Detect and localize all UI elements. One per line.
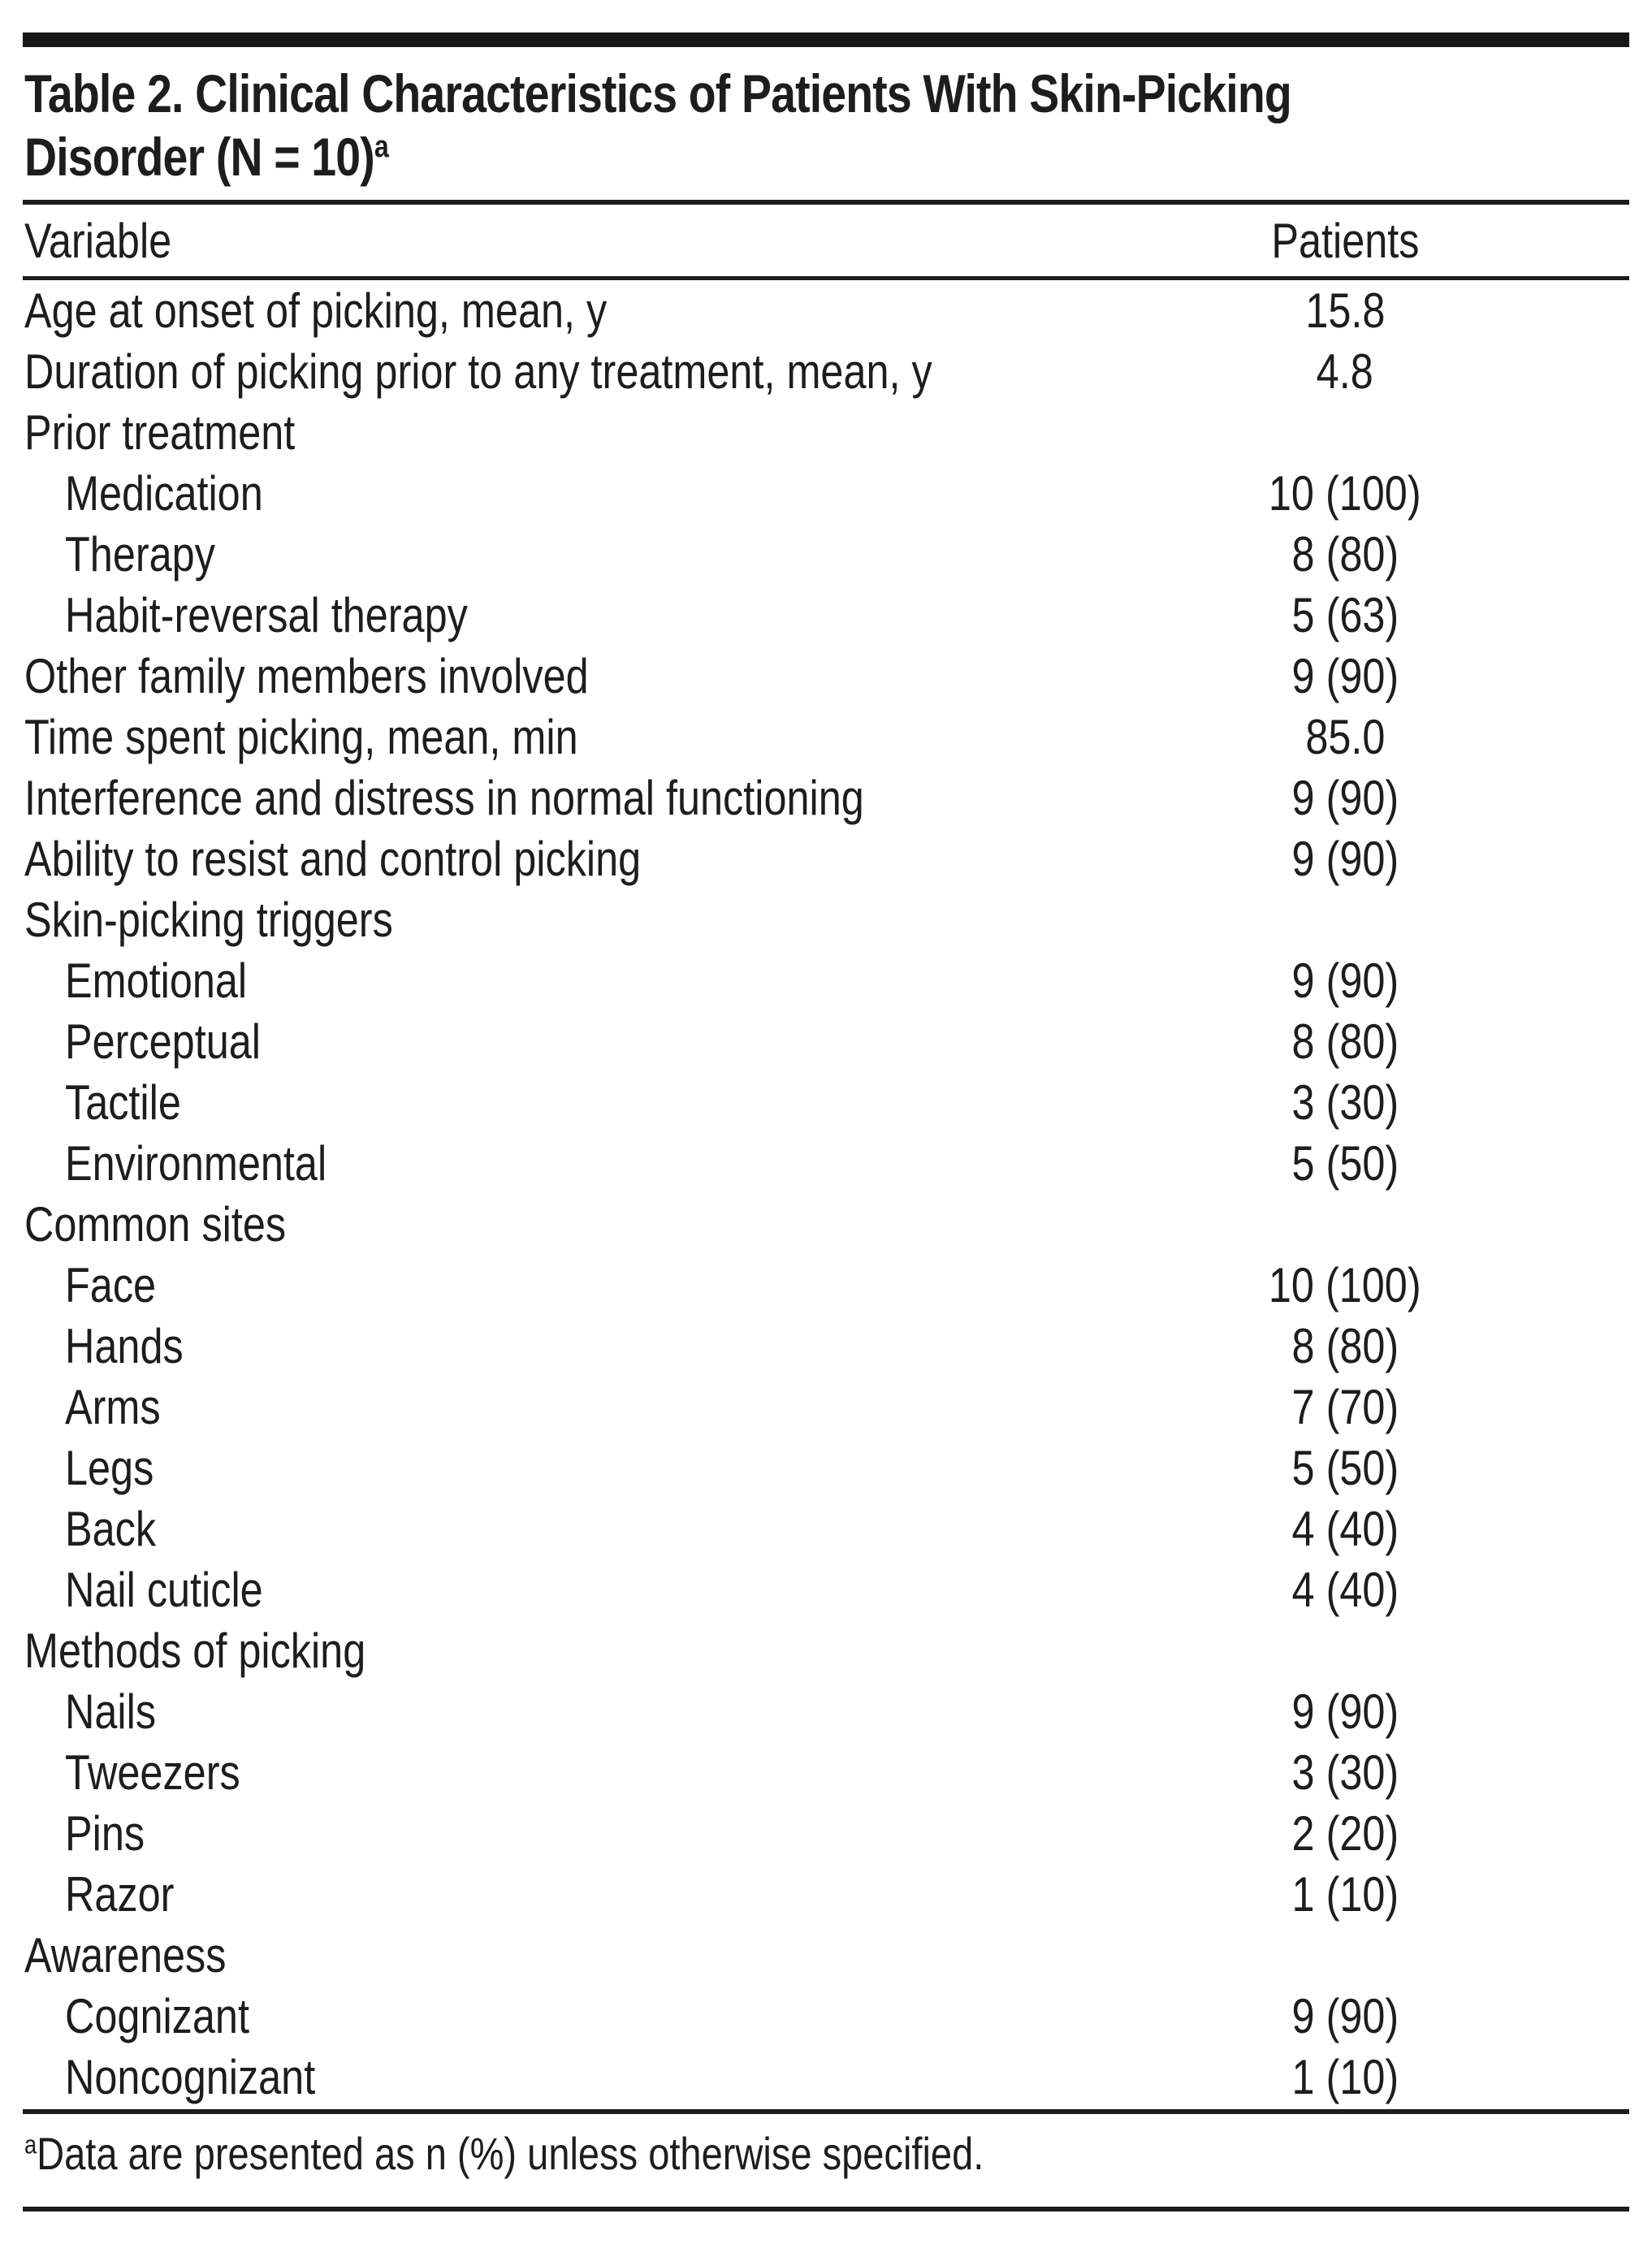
row-value — [1183, 1805, 1507, 1861]
row-label — [23, 1196, 1183, 1252]
row-value-text: 7 (70) — [1291, 1380, 1399, 1434]
row-label-text: Back — [65, 1502, 157, 1556]
table-row — [23, 1011, 1629, 1072]
row-value-text: 9 (90) — [1291, 1684, 1399, 1739]
table-row — [23, 646, 1629, 707]
column-header-variable-text: Variable — [24, 213, 172, 268]
row-label — [23, 1684, 1183, 1740]
table-row — [23, 1803, 1629, 1864]
row-label-text: Prior treatment — [24, 405, 296, 460]
row-label-text: Environmental — [65, 1136, 327, 1191]
title-footnote-marker: a — [374, 129, 388, 164]
row-label — [23, 1257, 1183, 1313]
column-header-variable — [23, 213, 1183, 269]
row-value-text: 3 (30) — [1291, 1745, 1399, 1800]
row-value-text: 15.8 — [1304, 283, 1386, 338]
table-row — [23, 524, 1629, 585]
row-value-text: 4.8 — [1316, 344, 1374, 399]
row-value-text: 1 (10) — [1291, 1867, 1399, 1922]
row-label-text: Duration of picking prior to any treatment, mean, y — [24, 344, 932, 399]
row-label — [23, 1805, 1183, 1861]
row-value — [1183, 526, 1507, 582]
row-label — [23, 1927, 1183, 1983]
table-row — [23, 1620, 1629, 1681]
row-value-text: 4 (40) — [1291, 1502, 1399, 1556]
table-row — [23, 402, 1629, 463]
row-label-text: Time spent picking, mean, min — [24, 710, 578, 764]
table-rows — [23, 280, 1629, 2108]
table-footnote — [23, 2114, 1629, 2195]
row-label-text: Nail cuticle — [65, 1563, 263, 1617]
table-row — [23, 463, 1629, 524]
row-value-text: 4 (40) — [1291, 1563, 1399, 1617]
row-label — [23, 892, 1183, 948]
row-label — [23, 2049, 1183, 2105]
row-value — [1183, 709, 1507, 765]
row-label-text: Hands — [65, 1319, 184, 1373]
row-label — [23, 465, 1183, 521]
row-value — [1183, 648, 1507, 704]
table-row — [23, 1255, 1629, 1316]
rule-bottom — [23, 2207, 1629, 2212]
row-label-text: Arms — [65, 1380, 161, 1434]
row-value — [1183, 1257, 1507, 1313]
row-value — [1183, 1684, 1507, 1740]
row-label-text: Skin-picking triggers — [24, 893, 393, 947]
row-label — [23, 283, 1183, 339]
row-label-text: Tactile — [65, 1075, 181, 1130]
table-row — [23, 1986, 1629, 2047]
row-label-text: Other family members involved — [24, 649, 589, 703]
row-value-text: 5 (63) — [1291, 588, 1399, 642]
table-row — [23, 1194, 1629, 1255]
row-label — [23, 1074, 1183, 1131]
table-row — [23, 1925, 1629, 1986]
row-value — [1183, 1074, 1507, 1131]
row-value-text: 10 (100) — [1269, 466, 1421, 521]
table-row — [23, 828, 1629, 889]
table-header-row — [23, 205, 1629, 276]
table-row — [23, 707, 1629, 767]
row-label-text: Awareness — [24, 1928, 227, 1982]
row-label-text: Nails — [65, 1684, 157, 1739]
row-label — [23, 1866, 1183, 1922]
row-value-text: 3 (30) — [1291, 1075, 1399, 1130]
table-row — [23, 1742, 1629, 1803]
row-label-text: Emotional — [65, 953, 248, 1008]
row-label-text: Methods of picking — [24, 1624, 366, 1678]
row-value — [1183, 831, 1507, 887]
table-title-line2 — [24, 125, 388, 188]
row-value — [1183, 283, 1507, 339]
row-value-text: 9 (90) — [1291, 1989, 1399, 2043]
row-label-text: Tweezers — [65, 1745, 240, 1800]
row-value-text: 8 (80) — [1291, 1014, 1399, 1069]
row-value — [1183, 1135, 1507, 1191]
row-value-text: 5 (50) — [1291, 1136, 1399, 1191]
row-value — [1183, 1014, 1507, 1070]
table-row — [23, 1559, 1629, 1620]
row-label-text: Perceptual — [65, 1014, 261, 1069]
row-value — [1183, 1988, 1507, 2044]
row-value — [1183, 1501, 1507, 1557]
row-label-text: Ability to resist and control picking — [24, 832, 642, 886]
table-row — [23, 889, 1629, 950]
footnote-text: Data are presented as n (%) unless otherwise specified. — [37, 2128, 984, 2179]
table-row — [23, 1072, 1629, 1133]
row-label — [23, 526, 1183, 582]
row-label — [23, 587, 1183, 643]
row-value-text: 9 (90) — [1291, 832, 1399, 886]
table-row — [23, 1377, 1629, 1438]
table-row — [23, 1498, 1629, 1559]
row-value — [1183, 1866, 1507, 1922]
top-black-bar — [23, 32, 1629, 47]
row-label-text: Pins — [65, 1806, 145, 1861]
row-label-text: Habit-reversal therapy — [65, 588, 468, 642]
row-label — [23, 831, 1183, 887]
row-value — [1183, 465, 1507, 521]
table-row — [23, 585, 1629, 646]
table-title-line1: Table 2. Clinical Characteristics of Patients With Skin-Picking — [24, 63, 1291, 123]
row-label — [23, 1562, 1183, 1618]
row-value-text: 85.0 — [1304, 710, 1386, 764]
row-label — [23, 1623, 1183, 1679]
row-value — [1183, 1440, 1507, 1496]
row-value — [1183, 344, 1507, 400]
table-row — [23, 1438, 1629, 1498]
table-row — [23, 1681, 1629, 1742]
row-value — [1183, 953, 1507, 1009]
row-value-text: 10 (100) — [1269, 1258, 1421, 1312]
row-value — [1183, 1379, 1507, 1435]
column-header-patients — [1183, 213, 1507, 269]
row-value — [1183, 1562, 1507, 1618]
row-value-text: 2 (20) — [1291, 1806, 1399, 1861]
row-label — [23, 404, 1183, 460]
table-title — [24, 62, 1629, 188]
table-title-line2-text: Disorder (N = 10) — [24, 127, 374, 187]
row-value-text: 9 (90) — [1291, 771, 1399, 825]
row-label-text: Medication — [65, 466, 263, 521]
row-value-text: 8 (80) — [1291, 527, 1399, 582]
row-value — [1183, 770, 1507, 826]
column-header-patients-text: Patients — [1270, 213, 1420, 268]
table-row — [23, 2047, 1629, 2108]
row-value-text: 8 (80) — [1291, 1319, 1399, 1373]
row-value-text: 9 (90) — [1291, 953, 1399, 1008]
row-value — [1183, 2049, 1507, 2105]
row-label — [23, 1379, 1183, 1435]
table-row — [23, 950, 1629, 1011]
row-label — [23, 770, 1183, 826]
row-label — [23, 1988, 1183, 2044]
row-label-text: Legs — [65, 1441, 154, 1495]
row-label-text: Common sites — [24, 1197, 287, 1252]
row-label — [23, 1014, 1183, 1070]
row-label-text: Noncognizant — [65, 2050, 316, 2104]
row-label — [23, 1440, 1183, 1496]
row-value — [1183, 1745, 1507, 1801]
table-footnote-inner — [24, 2127, 984, 2181]
row-label-text: Face — [65, 1258, 157, 1312]
table-row — [23, 767, 1629, 828]
row-label-text: Therapy — [65, 527, 215, 582]
row-label — [23, 1318, 1183, 1374]
row-value-text: 1 (10) — [1291, 2050, 1399, 2104]
row-label-text: Cognizant — [65, 1989, 249, 2043]
footnote-marker: a — [24, 2129, 37, 2160]
row-label — [23, 344, 1183, 400]
row-label — [23, 648, 1183, 704]
row-label-text: Interference and distress in normal functioning — [24, 771, 864, 825]
row-value-text: 5 (50) — [1291, 1441, 1399, 1495]
row-value — [1183, 1318, 1507, 1374]
row-label — [23, 1501, 1183, 1557]
table-row — [23, 341, 1629, 402]
table-row — [23, 1133, 1629, 1194]
row-value-text: 9 (90) — [1291, 649, 1399, 703]
row-label — [23, 1745, 1183, 1801]
table-row — [23, 1316, 1629, 1377]
row-label-text: Age at onset of picking, mean, y — [24, 283, 608, 338]
row-label — [23, 709, 1183, 765]
table-row — [23, 1864, 1629, 1925]
row-label — [23, 1135, 1183, 1191]
table-row — [23, 280, 1629, 341]
row-label — [23, 953, 1183, 1009]
table-2-clinical-characteristics — [0, 32, 1652, 2257]
row-label-text: Razor — [65, 1867, 175, 1922]
row-value — [1183, 587, 1507, 643]
